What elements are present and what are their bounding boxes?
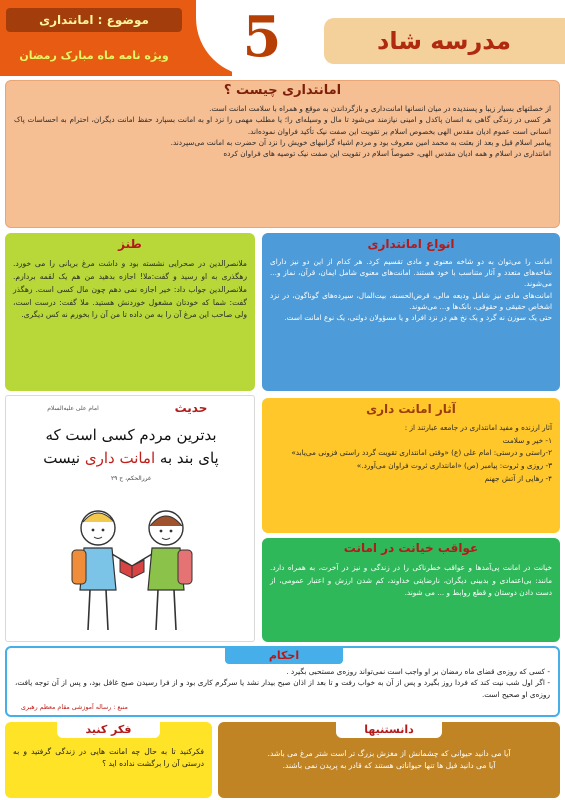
effects-title: آثار امانت داری [366,402,456,416]
hadith-attribution: امام علی علیه‌السلام [47,405,99,412]
types-title: انواع امانتداری [367,237,455,251]
hadith-section [5,395,255,642]
hadith-line-2 [6,449,255,467]
did-you-know-item: آیا می دانید حیوانی که چشمانش از مغزش بزرگ تر است شتر مرغ می باشد. [267,749,511,758]
page-header [0,0,565,76]
rulings-title: احکام [268,649,300,662]
types-paragraph: حتی یک سوزن نه گرد و یک نخ هم در نزد افراد و یا مسؤولان دولتی، یک نوع امانت است. [284,313,552,323]
school-name: مدرسه شاد [377,27,511,55]
what-is-paragraph: از خصلتهای بسیار زیبا و پسندیده در میان انسانها امانت‌داری و بازگرداندن به موقع و همراه با سلامت امانت است. [209,103,551,113]
types-paragraph: امانت را می‌توان به دو شاخه معنوی و مادی تقسیم کرد. هر کدام از این دو نیز دارای شاخه‌های متعدد و آثار متناسب با خود هستند. امانت‌های معنوی شامل ایمان، قرآن، نماز و... می‌شوند. [270,256,552,289]
did-you-know-title-tab [336,722,442,738]
effects-item: ۲-راستی و درستی: امام علی (ع) «وقتی امانتداری تقویت گردد راستی فزونی می‌یابد» [291,448,552,458]
hadith-line-2-start: پای بند به [155,449,219,467]
what-is-paragraph: پیامبر اسلام قبل و بعد از بعثت به محمد امین معروف بود و مردم اشیاء گرانبهای خویش را نزد آن حضرت به امانت می‌سپردند. [170,137,551,147]
rulings-source: منبع : رساله آموزشی مقام معظم رهبری [21,704,128,711]
hadith-source: غررالحکم، ح ۲۹ [110,475,152,482]
types-text [262,256,560,324]
what-is-title: امانتداری چیست ؟ [223,83,342,98]
betrayal-text: خیانت در امانت پی‌آمدها و عواقب خطرناکی را در زندگی و نیز در آخرت، به همراه دارد. مانند: بی‌اعتمادی و بدبینی دیگران، نارضایتی خداوند، کم شدن ارزش و اعتبار عمومی، از دست دادن دوستان و قطع روابط و ... می شوند. [270,562,552,598]
rulings-list [7,666,558,700]
hadith-line-2-end: نیست [43,449,85,467]
children-book-illustration [36,492,226,638]
think-text: فکرکنید تا به حال چه امانت هایی در زندگی گرفتید و به درستی آن را برگشت نداده اید ؟ [13,747,204,768]
effects-item: ۳- روزی و ثروت: پیامبر (ص) «امانتداری ثروت فراوان می‌آورد.» [356,461,552,471]
think-title-tab [57,722,160,738]
did-you-know-section [218,722,560,798]
humor-text: ملانصرالدین در صحرایی نشسته بود و داشت مرغ بریانی را می خورد. رهگذری به او رسید و گفت:ملا! اجازه بدهید من هم یک لقمه بردارم. ملانصرالدین جواب داد: خیر اجازه نمی دهم چون مال کسی است. رهگذر گفت: شما که خودتان مشغول خوردنش هستید. ملا گفت: درست است، ولی صاحب این مرغ آن را به من داده تا من آن را بخورم نه کس دیگری. [13,258,247,320]
effects-list [262,422,560,486]
did-you-know-item: آیا می دانید فیل ها تنها حیواناتی هستند که قادر به پریدن نمی باشند. [282,760,496,770]
think-title: فکر کنید [85,723,132,736]
types-paragraph: امانت‌های مادی نیز شامل ودیعه مالی، قرض‌الحسنه، بیت‌المال، سپرده‌های گوناگون، در نزد اشخاص حقیقی و حقوقی، بانک‌ها و... می‌شوند. [270,290,552,311]
did-you-know-title: دانستنیها [364,723,414,736]
what-is-paragraph: امانتداری در اسلام و همه ادیان مقدس الهی، خصوصاً اسلام در تقویت این صفت نیک توصیه های فراوان کرده [223,149,551,159]
betrayal-title: عواقب خیانت در امانت [343,541,479,555]
rulings-item: - کسی که روزه‌ی قضای ماه رمضان بر او واجب است نمی‌تواند روزه‌ی مستحبی بگیرد . [286,667,550,676]
header-special-issue: ویژه نامه ماه مبارک رمضان [19,49,169,62]
effects-item: ۴- رهایی از آتش جهنم [484,473,552,483]
types-of-honesty-section [262,233,560,391]
header-topic: موضوع : امانتداری [6,8,182,32]
rulings-item: - اگر اول شب نیت کند که فردا روز بگیرد و پس از آن به خواب رفت و تا بعد از اذان صبح بیدار نشد یا سرگرم کاری بود و از فرا رسیدن صبح غافل بود، و پس از آن توجه یافت، روزه‌ی او صحیح است. [15,678,550,699]
what-is-text [6,103,559,159]
think-section [5,722,212,798]
hadith-highlight: امانت داری [84,449,156,467]
issue-number: 5 [242,4,282,70]
humor-section [5,233,255,391]
what-is-honesty-section [5,80,560,228]
hadith-line-1: بدترین مردم کسی است که [45,426,217,444]
consequences-of-betrayal-section [262,538,560,642]
did-you-know-list [218,748,560,772]
rulings-title-tab [225,648,343,664]
rulings-section [5,646,560,717]
effects-item: آثار ارزنده و مفید امانتداری در جامعه عبارتند از : [404,422,552,432]
effects-item: ۱- خیر و سلامت [502,435,552,445]
humor-title: طنز [118,237,142,251]
what-is-paragraph: هر کسی در زندگی گاهی به انسان پاکدل و امینی نیازمند می‌شود تا مال و وسیله‌ای را؛ یا مطلب مهمی را نزد او به امانت بسپارد حفظ امانت دیگران، احترام به احساسات پاک انسانی است عموم ادیان مقدس الهی بخصوص اسلام بر تقویت این صفت نیک تأکید فراوان نموده‌اند. [14,115,551,136]
effects-of-honesty-section [262,398,560,533]
hadith-title: حدیث [174,401,208,415]
